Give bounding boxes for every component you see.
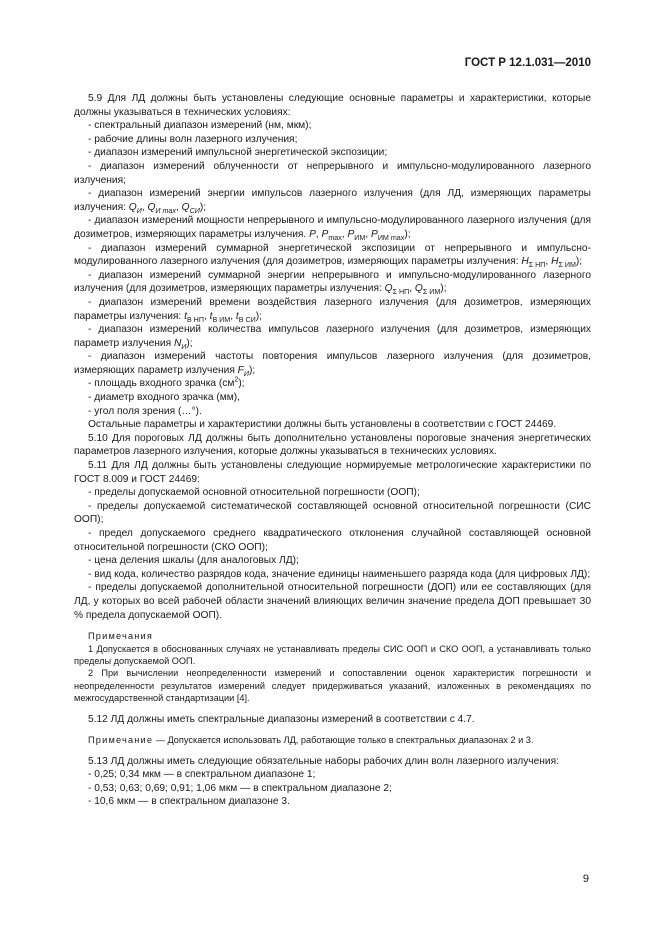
list-item: - диапазон измерений облученности от непрерывного и импульсно-модулированного лазерного излучения; — [74, 160, 591, 186]
list-item: - диапазон измерений импульсной энергетической экспозиции; — [88, 147, 388, 159]
list-item: - пределы допускаемой основной относительной погрешности (ООП); — [88, 487, 420, 499]
note-1: 1 Допускается в обоснованных случаях не устанавливать пределы СИС ООП и СКО ООП, а устанавливать только пределы допускаемой ООП. — [74, 643, 591, 666]
page-body — [74, 92, 591, 809]
list-item: - диапазон измерений мощности непрерывного и импульсно-модулированного лазерного излучения (для дозиметров, измеряющих параметры излучения. P, $P_{max}$, $P_{ИМ}$, $P_{ИМ max}$); — [74, 215, 591, 242]
list-item: - диапазон измерений суммарной энергии непрерывного и импульсно-модулированного лазерного излучения (для дозиметров, измеряющих параметры излучения: $Q_{\Sigma НП}$, $Q_{\Sigma ИМ}$); — [74, 269, 591, 297]
note-2: 2 При вычислении неопределенности измерений и сопоставлении оценок характеристик погрешности и неопределенности результатов измерений следует придерживаться указаний, изложенных в рекомендациях по межгосударственной стандартизации [4]. — [74, 668, 591, 704]
list-item: - площадь входного зрачка $(см^2)$; — [88, 376, 245, 390]
page-number: 9 — [582, 873, 589, 885]
clause-5-13-intro: 5.13 ЛД должны иметь следующие обязательные наборы рабочих длин волн лазерного излучения: — [88, 755, 559, 767]
clause-5-9-intro: 5.9 Для ЛД должны быть установлены следующие основные параметры и характеристики, которые должны указываться в технических условиях: — [74, 93, 591, 118]
list-item: - пределы допускаемой дополнительной относительной погрешности (ДОП) или ее составляющих (для ЛД, у которых во всей рабочей области значений влияющих величин значение предела ДОП превышает 30 % предела допускаемой ООП). — [74, 582, 591, 621]
clause-5-12: 5.12 ЛД должны иметь спектральные диапазоны измерений в соответствии с 4.7. — [88, 713, 475, 725]
clause-5-10: 5.10 Для пороговых ЛД должны быть дополнительно установлены пороговые значения энергетических параметров лазерного излучения, которые должны указываться в технических условиях. — [74, 432, 591, 458]
list-item: - 10,6 мкм — в спектральном диапазоне 3. — [88, 796, 290, 808]
clause-5-9-others: Остальные параметры и характеристики должны быть установлены в соответствии с ГОСТ 24469. — [88, 419, 557, 431]
list-item: - пределы допускаемой систематической составляющей основной относительной погрешности (СИС ООП); — [74, 500, 591, 526]
list-item: - диапазон измерений частоты повторения импульсов лазерного излучения (для дозиметров, измеряющих параметр излучения $F_И$); — [74, 351, 591, 378]
list-item: - диапазон измерений суммарной энергетической экспозиции от непрерывного и импульсно-модулированного лазерного излучения (для дозиметров, измеряющих параметры излучения: $H_{\Sigma НП}$, $H_{\Sigma ИМ}$); — [74, 242, 591, 270]
list-item: - предел допускаемого среднего квадратического отклонения случайной составляющей основной относительной погрешности (СКО ООП); — [74, 528, 591, 553]
note-5-12: Примечание — Допускается использовать ЛД, работающие только в спектральных диапазонах 2 и 3. — [88, 735, 534, 746]
list-item: - угол поля зрения (…°). — [88, 405, 202, 417]
list-item: - рабочие длины волн лазерного излучения; — [88, 133, 298, 145]
list-item: - вид кода, количество разрядов кода, значение единицы наименьшего разряда кода (для цифровых ЛД); — [88, 568, 591, 580]
list-item: - спектральный диапазон измерений (нм, мкм); — [88, 120, 312, 132]
list-item: - диаметр входного зрачка (мм), — [88, 392, 240, 404]
clause-5-11-intro: 5.11 Для ЛД должны быть установлены следующие нормируемые метрологические характеристики по ГОСТ 8.009 и ГОСТ 24469: — [74, 460, 591, 485]
list-item: - диапазон измерений количества импульсов лазерного излучения (для дозиметров, измеряющих параметр излучения $N_И$); — [74, 324, 591, 351]
list-item: - 0,53; 0,63; 0,69; 0,91; 1,06 мкм — в спектральном диапазоне 2; — [88, 782, 392, 794]
list-item: - цена деления шкалы (для аналоговых ЛД); — [88, 555, 299, 567]
document-id: ГОСТ Р 12.1.031—2010 — [464, 57, 591, 69]
list-item: - диапазон измерений энергии импульсов лазерного излучения (для ЛД, измеряющих параметры излучения: $Q_И$, $Q_{И max}$, $Q_{СИ}$); — [74, 188, 591, 215]
list-item: - 0,25; 0,34 мкм — в спектральном диапазоне 1; — [88, 769, 316, 781]
notes-block — [74, 630, 591, 704]
list-item: - диапазон измерений времени воздействия лазерного излучения (для дозиметров, измеряющих параметры излучения: $t_{В НП}$, $t_{В ИМ}$, $t_{В СИ}$); — [74, 296, 591, 324]
notes-heading: Примечания — [88, 631, 154, 642]
